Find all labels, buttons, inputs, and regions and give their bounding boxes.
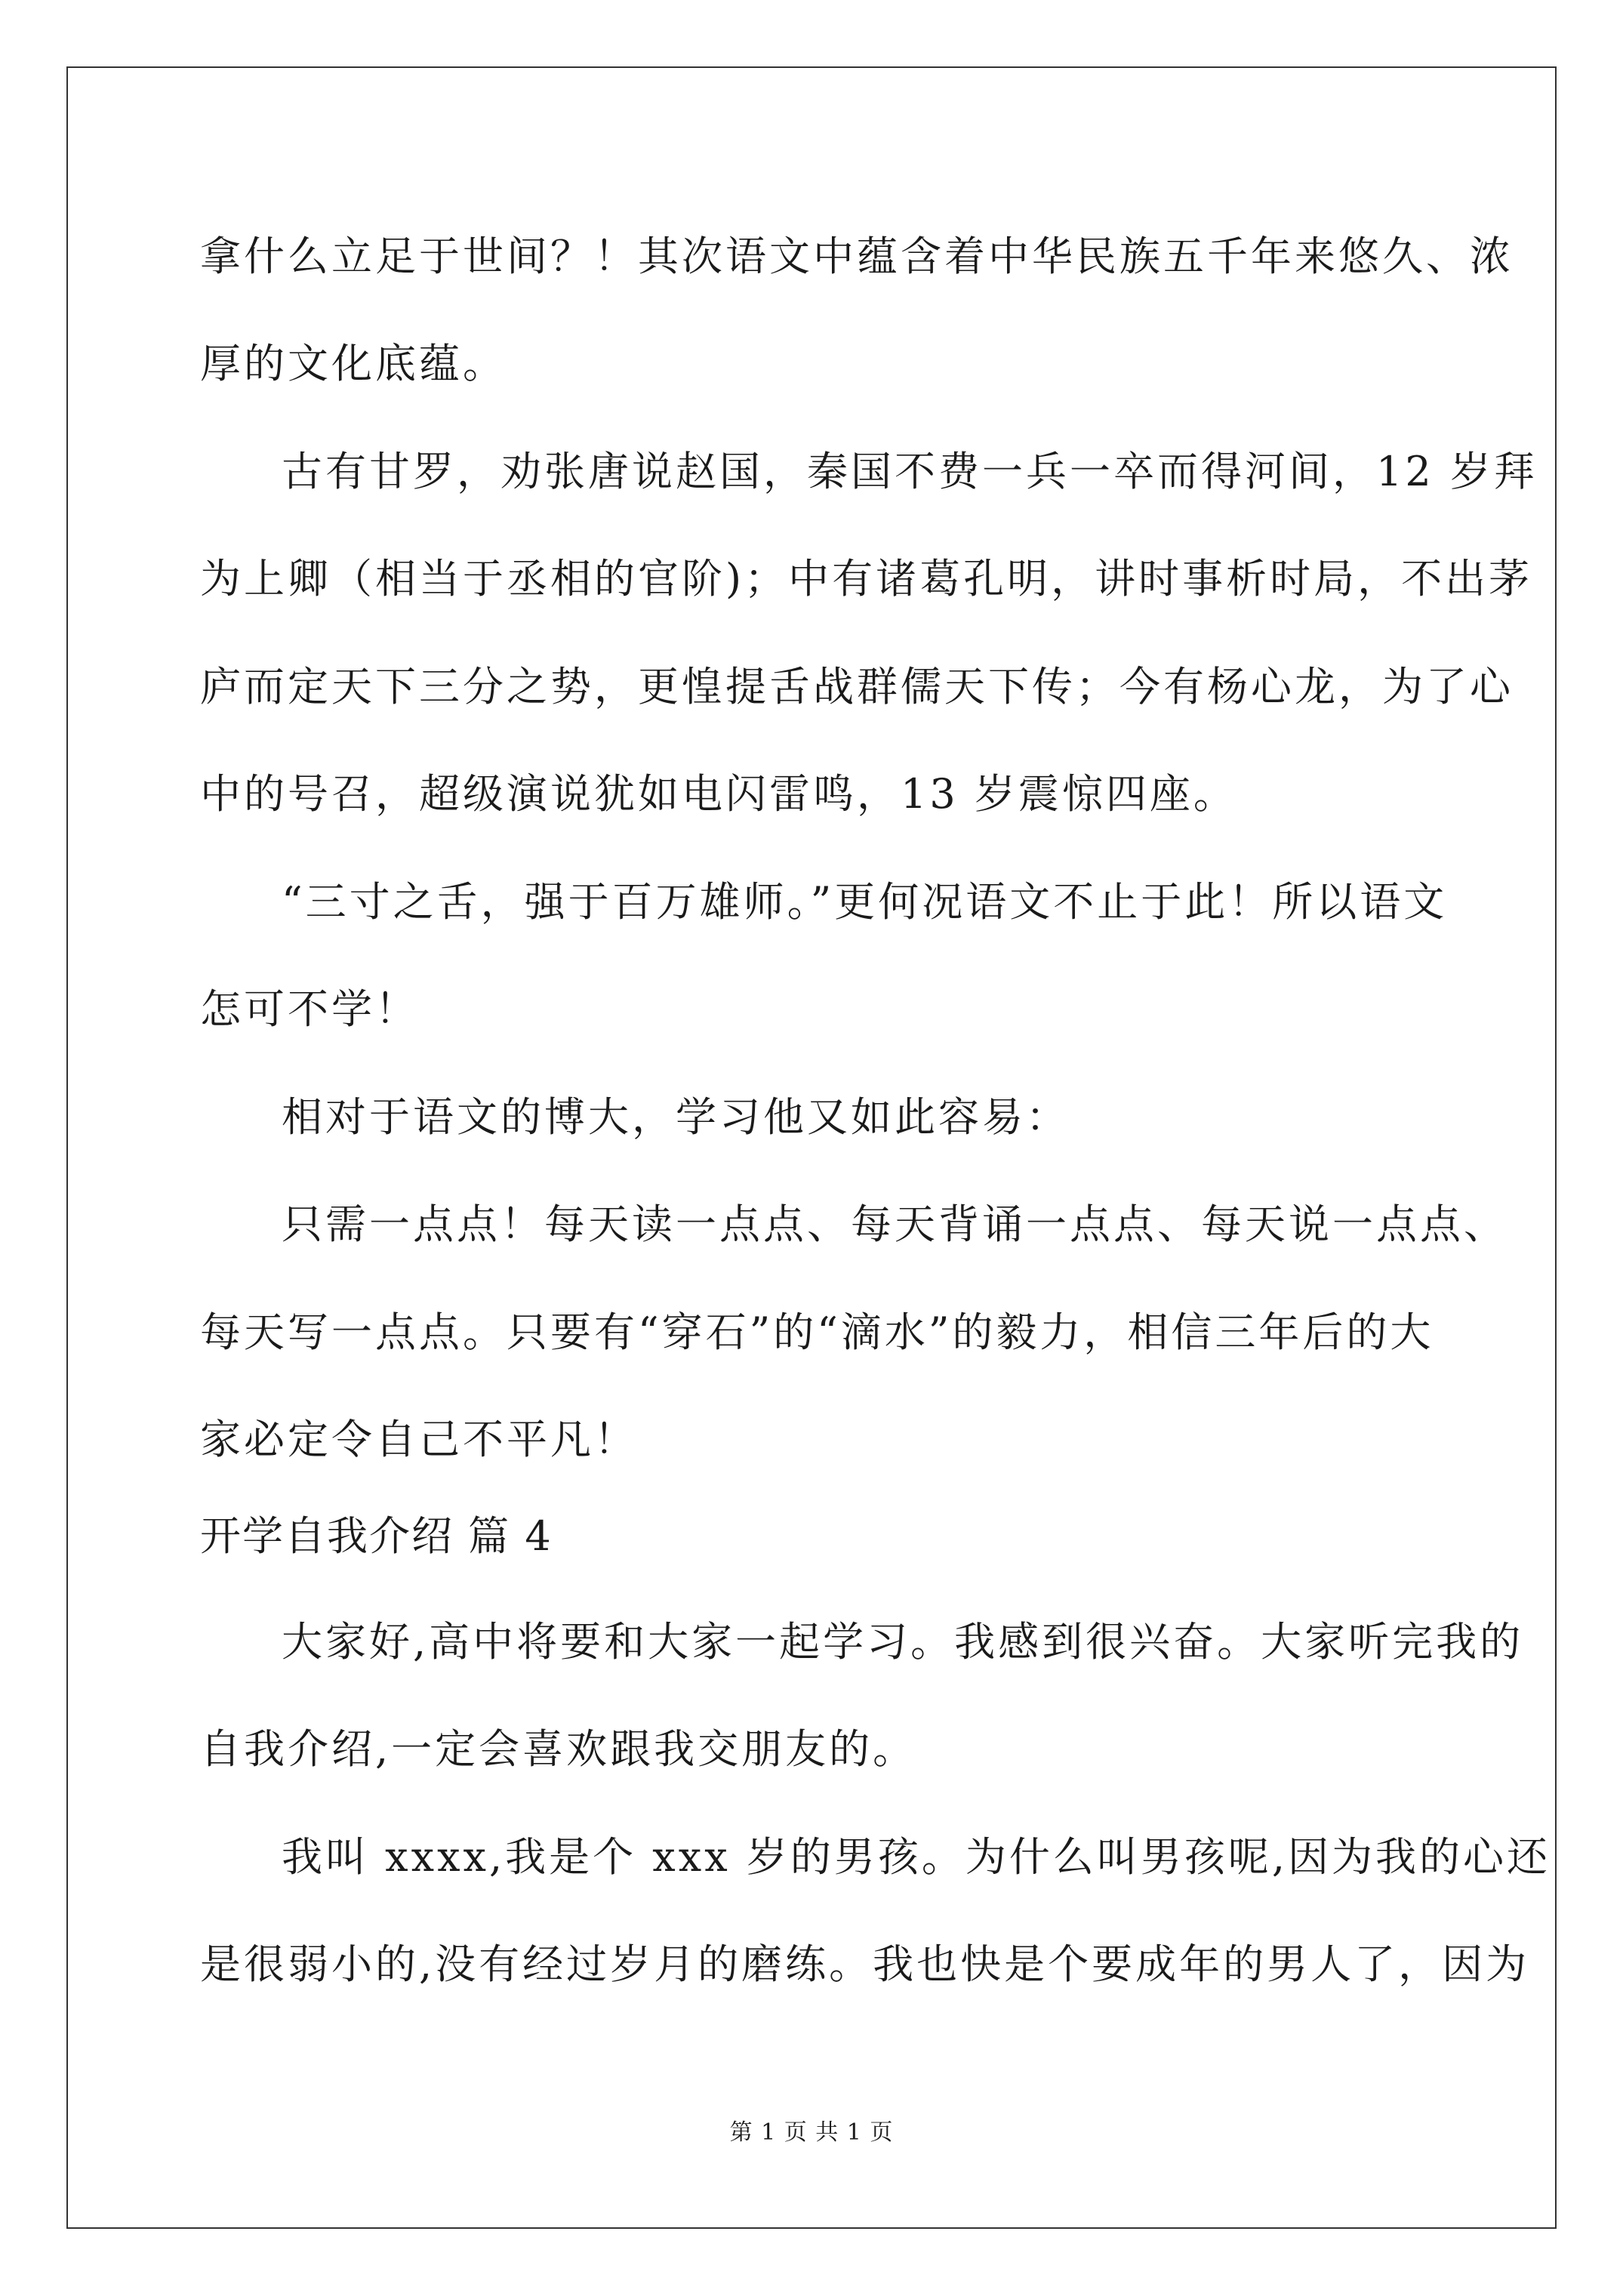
text-line-3: 古有甘罗，劝张唐说赵国，秦国不费一兵一卒而得河间，12 岁拜 xyxy=(282,448,1538,495)
text-line-9: 相对于语文的博大，学习他又如此容易： xyxy=(282,1093,1070,1141)
page-border xyxy=(66,66,1557,2229)
text-line-10: 只需一点点！每天读一点点、每天背诵一点点、每天说一点点、 xyxy=(282,1200,1508,1248)
text-line-6: 中的号召，超级演说犹如电闪雷鸣，13 岁震惊四座。 xyxy=(200,770,1237,818)
section-heading: 开学自我介绍 篇 4 xyxy=(200,1512,553,1560)
text-line-5: 庐而定天下三分之势，更惶提舌战群儒天下传；今有杨心龙，为了心 xyxy=(200,663,1514,710)
text-line-17: 是很弱小的,没有经过岁月的磨练。我也快是个要成年的男人了，因为 xyxy=(200,1940,1530,1988)
page-number-footer: 第 1 页 共 1 页 xyxy=(729,2119,894,2146)
text-line-16: 我叫 xxxx,我是个 xxx 岁的男孩。为什么叫男孩呢,因为我的心还 xyxy=(282,1833,1551,1881)
text-line-14: 大家好,高中将要和大家一起学习。我感到很兴奋。大家听完我的 xyxy=(282,1618,1524,1666)
text-line-7: “三寸之舌，强于百万雄师。”更何况语文不止于此！所以语文 xyxy=(282,878,1448,926)
text-line-15: 自我介绍,一定会喜欢跟我交朋友的。 xyxy=(200,1725,917,1773)
text-line-2: 厚的文化底蕴。 xyxy=(200,340,507,387)
text-line-8: 怎可不学！ xyxy=(200,985,419,1033)
text-line-12: 家必定令自己不平凡！ xyxy=(200,1416,638,1463)
text-line-11: 每天写一点点。只要有“穿石”的“滴水”的毅力，相信三年后的大 xyxy=(200,1308,1434,1356)
text-line-1: 拿什么立足于世间？！其次语文中蕴含着中华民族五千年来悠久、浓 xyxy=(200,233,1514,280)
text-line-4: 为上卿（相当于丞相的官阶)；中有诸葛孔明，讲时事析时局，不出茅 xyxy=(200,555,1533,603)
